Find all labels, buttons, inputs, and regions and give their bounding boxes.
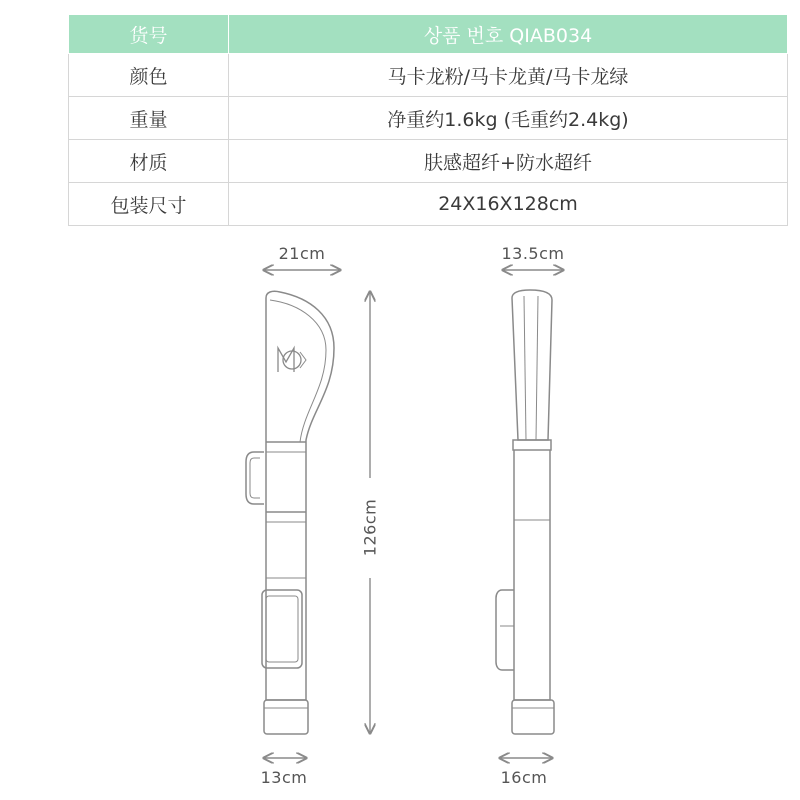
row-label: 颜色 [69, 54, 229, 97]
front-bottom-label: 13cm [260, 768, 308, 787]
front-width-label: 21cm [278, 244, 326, 263]
row-value: 24X16X128cm [229, 183, 788, 226]
header-value: 상품 번호 QIAB034 [229, 15, 788, 54]
row-value: 马卡龙粉/马卡龙黄/马卡龙绿 [229, 54, 788, 97]
row-label: 重量 [69, 97, 229, 140]
row-label: 材质 [69, 140, 229, 183]
bag-front-view [246, 291, 334, 734]
header-label: 货号 [69, 15, 229, 54]
row-value: 肤感超纤+防水超纤 [229, 140, 788, 183]
row-label: 包装尺寸 [69, 183, 229, 226]
row-value: 净重约1.6kg (毛重约2.4kg) [229, 97, 788, 140]
height-label: 126cm [360, 498, 380, 557]
side-width-label: 13.5cm [501, 244, 565, 263]
bag-side-view [496, 290, 554, 734]
side-bottom-label: 16cm [500, 768, 548, 787]
brand-logo [278, 348, 306, 372]
